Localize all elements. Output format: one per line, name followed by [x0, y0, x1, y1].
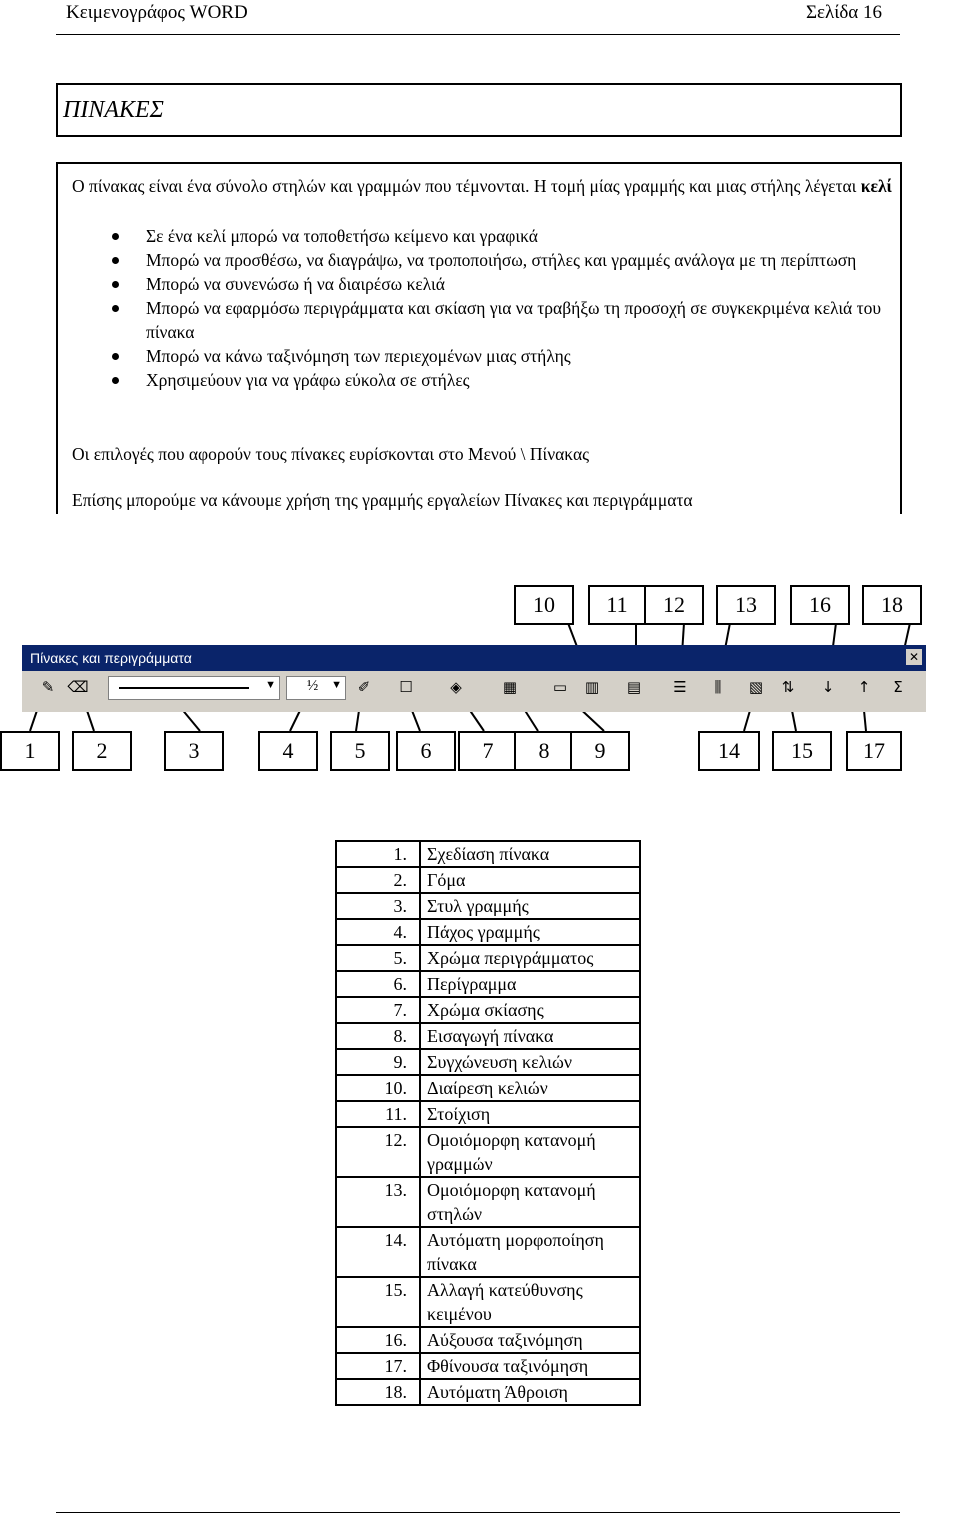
legend-number: 4.: [336, 919, 420, 945]
callout-4: 4: [258, 731, 318, 771]
legend-label: Χρώμα περιγράμματος: [420, 945, 640, 971]
legend-number: 7.: [336, 997, 420, 1023]
legend-label: Στυλ γραμμής: [420, 893, 640, 919]
autosum-icon[interactable]: Σ: [893, 678, 903, 696]
legend-label: Φθίνουσα ταξινόμηση: [420, 1353, 640, 1379]
legend-label: Ομοιόμορφη κατανομή γραμμών: [420, 1127, 640, 1177]
table-row: [336, 1353, 640, 1379]
legend-label: Στοίχιση: [420, 1101, 640, 1127]
list-item: Μπορώ να προσθέσω, να διαγράψω, να τροποποιήσω, στήλες και γραμμές ανάλογα με τη περίπτωση: [72, 248, 892, 272]
legend-number: 6.: [336, 971, 420, 997]
toolbar-paragraph: Επίσης μπορούμε να κάνουμε χρήση της γραμμής εργαλείων Πίνακες και περιγράμματα: [72, 490, 693, 510]
page-number: Σελίδα 16: [805, 2, 882, 23]
legend-number: 12.: [336, 1127, 420, 1177]
table-row: [336, 1327, 640, 1353]
table-row: [336, 1379, 640, 1405]
sort-descending-icon[interactable]: ↑: [857, 678, 871, 696]
callout-15: 15: [772, 731, 832, 771]
callout-12: 12: [644, 585, 704, 625]
callout-1: 1: [0, 731, 60, 771]
callout-16: 16: [790, 585, 850, 625]
callout-17: 17: [846, 731, 902, 771]
legend-label: Αυτόματη μορφοποίηση πίνακα: [420, 1227, 640, 1277]
callout-9: 9: [570, 731, 630, 771]
legend-label: Συγχώνευση κελιών: [420, 1049, 640, 1075]
close-icon[interactable]: ✕: [906, 649, 922, 665]
insert-table-icon[interactable]: ▦: [502, 678, 518, 696]
sort-ascending-icon[interactable]: ↓: [821, 678, 835, 696]
table-row: [336, 893, 640, 919]
merge-cells-icon[interactable]: ▭: [552, 678, 568, 696]
callout-14: 14: [698, 731, 760, 771]
chevron-down-icon: ▼: [265, 679, 276, 691]
legend-number: 2.: [336, 867, 420, 893]
align-icon[interactable]: ▤: [626, 678, 642, 696]
tables-borders-toolbar: [22, 645, 926, 712]
header-title: Κειμενογράφος WORD: [66, 2, 248, 23]
list-item: Σε ένα κελί μπορώ να τοποθετήσω κείμενο και γραφικά: [72, 224, 892, 248]
list-item: Μπορώ να κάνω ταξινόμηση των περιεχομένων μιας στήλης: [72, 344, 892, 368]
legend-label: Διαίρεση κελιών: [420, 1075, 640, 1101]
legend-label: Πάχος γραμμής: [420, 919, 640, 945]
list-item: Χρησιμεύουν για να γράφω εύκολα σε στήλες: [72, 368, 892, 392]
legend-number: 9.: [336, 1049, 420, 1075]
table-row: [336, 1075, 640, 1101]
table-row: [336, 945, 640, 971]
table-row: [336, 1023, 640, 1049]
border-color-icon[interactable]: ✐: [357, 678, 371, 696]
legend-label: Ομοιόμορφη κατανομή στηλών: [420, 1177, 640, 1227]
section-title: ΠΙΝΑΚΕΣ: [63, 97, 164, 123]
callout-13: 13: [716, 585, 776, 625]
legend-number: 14.: [336, 1227, 420, 1277]
table-row: [336, 919, 640, 945]
line-style-dropdown[interactable]: [108, 676, 280, 700]
legend-label: Εισαγωγή πίνακα: [420, 1023, 640, 1049]
table-row: [336, 1277, 640, 1327]
distribute-rows-icon[interactable]: ☰: [673, 678, 687, 696]
legend-number: 16.: [336, 1327, 420, 1353]
legend-number: 13.: [336, 1177, 420, 1227]
callout-8: 8: [514, 731, 574, 771]
legend-number: 5.: [336, 945, 420, 971]
border-icon[interactable]: ☐: [399, 678, 413, 696]
callout-11: 11: [588, 585, 646, 625]
table-row: [336, 1101, 640, 1127]
toolbar-titlebar[interactable]: [22, 645, 926, 671]
legend-number: 10.: [336, 1075, 420, 1101]
legend-label: Αύξουσα ταξινόμηση: [420, 1327, 640, 1353]
legend-label: Χρώμα σκίασης: [420, 997, 640, 1023]
legend-table: [335, 840, 641, 1406]
callout-6: 6: [396, 731, 456, 771]
autoformat-icon[interactable]: ▧: [748, 678, 764, 696]
table-row: [336, 841, 640, 867]
chevron-down-icon: ▼: [331, 679, 342, 691]
legend-number: 18.: [336, 1379, 420, 1405]
line-weight-dropdown[interactable]: [286, 676, 346, 700]
footer-rule: [56, 1512, 900, 1513]
distribute-columns-icon[interactable]: ⫼: [714, 678, 722, 696]
callout-18: 18: [862, 585, 922, 625]
shading-color-icon[interactable]: ◈: [450, 678, 462, 696]
callout-2: 2: [72, 731, 132, 771]
callout-5: 5: [330, 731, 390, 771]
legend-number: 15.: [336, 1277, 420, 1327]
legend-number: 3.: [336, 893, 420, 919]
legend-label: Σχεδίαση πίνακα: [420, 841, 640, 867]
line-weight-value: ½: [307, 678, 319, 694]
legend-label: Αλλαγή κατεύθυνσης κειμένου: [420, 1277, 640, 1327]
table-row: [336, 1227, 640, 1277]
toolbar-title: Πίνακες και περιγράμματα: [30, 650, 192, 666]
legend-number: 17.: [336, 1353, 420, 1379]
table-row: [336, 971, 640, 997]
legend-number: 1.: [336, 841, 420, 867]
list-item: Μπορώ να συνενώσω ή να διαιρέσω κελιά: [72, 272, 892, 296]
legend-number: 8.: [336, 1023, 420, 1049]
legend-number: 11.: [336, 1101, 420, 1127]
table-row: [336, 1127, 640, 1177]
table-row: [336, 997, 640, 1023]
table-row: [336, 1177, 640, 1227]
list-item: Μπορώ να εφαρμόσω περιγράμματα και σκίαση για να τραβήξω τη προσοχή σε συγκεκριμένα κελιά του πίνακα: [72, 296, 892, 344]
legend-label: Περίγραμμα: [420, 971, 640, 997]
callout-7: 7: [458, 731, 518, 771]
legend-label: Αυτόματη Άθροιση: [420, 1379, 640, 1405]
callout-10: 10: [514, 585, 574, 625]
intro-text: Ο πίνακας είναι ένα σύνολο στηλών και γραμμών που τέμνονται. Η τομή μίας γραμμής και μιας στήλης λέγεται: [72, 176, 857, 196]
menu-paragraph: Οι επιλογές που αφορούν τους πίνακες ευρίσκονται στο Μενού \ Πίνακας: [72, 444, 590, 464]
legend-label: Γόμα: [420, 867, 640, 893]
text-direction-icon[interactable]: ⇅: [781, 678, 795, 696]
table-row: [336, 867, 640, 893]
table-row: [336, 1049, 640, 1075]
split-cells-icon[interactable]: ▥: [584, 678, 600, 696]
intro-bold-term: κελί: [860, 176, 892, 196]
callout-3: 3: [164, 731, 224, 771]
draw-table-icon[interactable]: ✎: [41, 678, 55, 696]
eraser-icon[interactable]: ⌫: [67, 678, 89, 696]
